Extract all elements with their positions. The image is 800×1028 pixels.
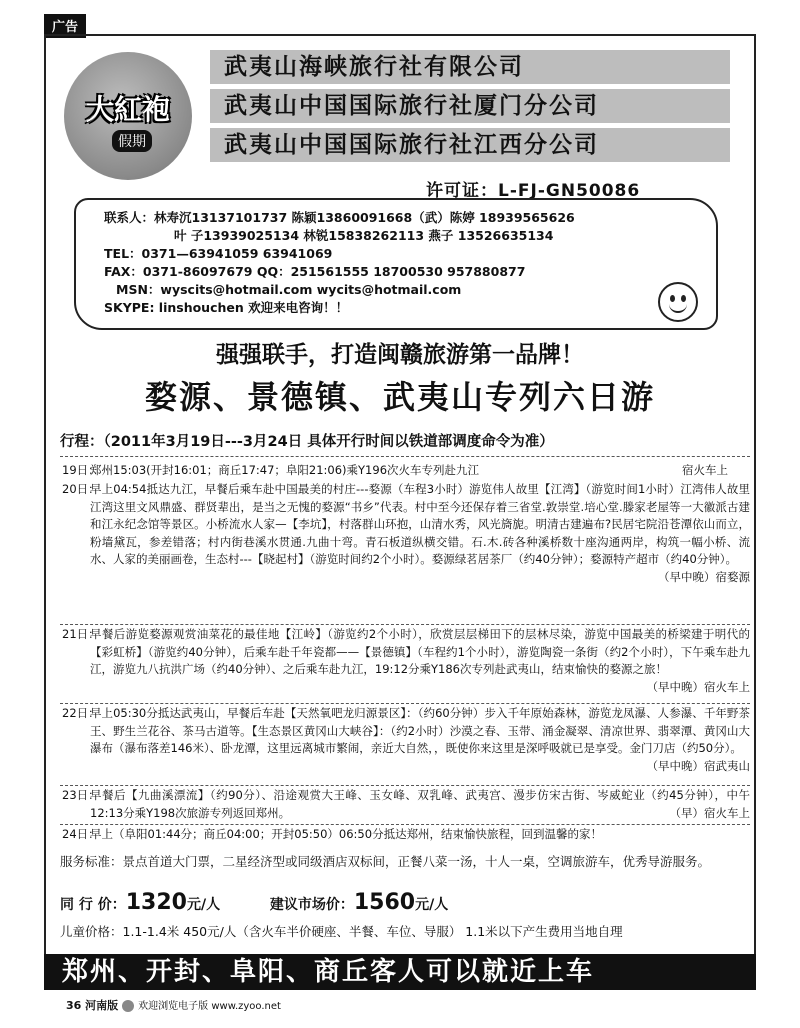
page-number: 36: [66, 999, 82, 1012]
day-label: 21日：: [62, 627, 100, 641]
day-meal: 宿火车上: [682, 463, 728, 477]
day-label: 20日：: [62, 482, 100, 496]
day-text: 早上05:30分抵达武夷山，早餐后车赴【天然氧吧龙归源景区】：（约60分钟）步入千年原始森林，游览龙凤瀑、人参瀑、千年野茶王、野生兰花谷、茶马古道等。【生态景区黄冈山大峡谷】：（约2小时）沙漠之春、玉带、涌金凝翠、清凉世界、翡翠潭、黄冈山大瀑布（瀑布落差146米）、卧龙潭，这里远离城市繁闹，亲近大自然，，既使你来这里是深呼吸就已是享受。金门刀店（约50分）。: [90, 706, 750, 755]
contact-msn: MSN：wyscits@hotmail.com wycits@hotmail.com: [116, 282, 462, 297]
day-text: 早上04:54抵达九江，早餐后乘车赴中国最美的村庄---婺源（车程3小时）游览伟人故里【江湾】（游览时间1小时）江湾伟人故里江湾这里文风鼎盛、群贤辈出，是当之无愧的婺源“书乡”代表。村中至今还保存着三省堂.敦崇堂.培心堂.滕家老屋等一大徽派古建和江永纪念馆等景区。小桥流水人家—【李坑】，村落群山环抱，山清水秀，风光旖旎。明清古建遍布?民居宅院沿苍潭依山而立，粉墙黛瓦，参差错落；村内街巷溪水贯通.九曲十弯。青石板道纵横交错。石.木.砖各种溪桥数十座沟通两岸，构筑一幅小桥、流水、人家的美丽画卷，生态村---【晓起村】（游览时间约2个小时）。婺源绿茗居茶厂（约40分钟）；婺源特产超市（约40分钟）。: [90, 482, 750, 566]
day-item: [62, 826, 750, 844]
market-price-label: 建议市场价：: [269, 897, 354, 913]
day-meal: （早）宿火车上: [669, 805, 750, 820]
logo-sub-text: 假期: [112, 130, 152, 152]
ad-tag: 广告: [44, 14, 86, 38]
day-label: 22日：: [62, 706, 100, 720]
logo-main-text: 大紅袍: [85, 93, 170, 126]
contact-line: 联系人：林寿沉13137101737 陈颖13860091668（武）陈婷 18939565626: [104, 210, 575, 225]
brand-mark-icon: [122, 1000, 134, 1012]
service-standard: 服务标准：景点首道大门票，二星经济型或同级酒店双标间，正餐八菜一汤，十人一桌，空调旅游车，优秀导游服务。: [60, 854, 711, 869]
day-item: [62, 462, 750, 480]
peer-price-label: 同 行 价：: [60, 897, 126, 913]
divider: [60, 703, 750, 704]
license-number: 许可证：L-FJ-GN50086: [426, 181, 641, 201]
smiley-icon: [658, 282, 698, 322]
day-label: 23日：: [62, 788, 100, 802]
divider: [60, 624, 750, 625]
day-item: [62, 787, 750, 822]
boarding-banner: 郑州、开封、阜阳、商丘客人可以就近上车: [44, 954, 756, 990]
day-meal: （早中晚）宿武夷山: [646, 758, 750, 773]
peer-price-value: 1320: [125, 890, 187, 915]
day-label: 24日：: [62, 827, 100, 841]
company-name-2: 武夷山中国国际旅行社厦门分公司: [210, 89, 730, 123]
divider: [60, 785, 750, 786]
day-meal: （早中晚）宿婺源: [658, 569, 750, 584]
day-text: 郑州15:03(开封16:01；商丘17:47；阜阳21:06)乘Y196次火车专列赴九江: [90, 463, 480, 477]
divider: [60, 456, 750, 457]
day-text: 早餐后游览婺源观赏油菜花的最佳地【江岭】（游览约2个小时），欣赏层层梯田下的层林尽染，游览中国最美的桥梁建于明代的【彩虹桥】（游览约40分钟），后乘车赴千年瓷都——【景德镇】（车程约1个小时），游览陶瓷一条街（约2个小时），下午乘车赴九江，游览九八抗洪广场（约40分钟）、之后乘车赴九江，19:12分乘Y186次专列赴武夷山，结束愉快的婺源之旅！: [90, 627, 750, 676]
day-text: 早餐后【九曲溪漂流】（约90分）、沿途观赏大王峰、玉女峰、双乳峰、武夷宫、漫步仿宋古街、岑威蛇业（约45分钟），中午12:13分乘Y198次旅游专列返回郑州。: [90, 788, 750, 820]
day-item: [62, 705, 750, 775]
price-row: [60, 890, 448, 915]
edition-label: 河南版: [85, 999, 119, 1012]
contact-skype: SKYPE: linshouchen 欢迎来电咨询！！: [104, 300, 349, 315]
itinerary-dates: 行程：（2011年3月19日---3月24日 具体开行时间以铁道部调度命令为准）: [60, 434, 554, 450]
company-name-1: 武夷山海峡旅行社有限公司: [210, 50, 730, 84]
day-text: 早上（阜阳01:44分；商丘04:00；开封05:50）06:50分抵达郑州，结束愉快旅程，回到温馨的家！: [90, 827, 603, 841]
day-meal: （早中晚）宿火车上: [646, 679, 750, 694]
peer-price-unit: 元/人: [186, 897, 221, 913]
divider: [60, 824, 750, 825]
website-link[interactable]: 欢迎浏览电子版 www.zyoo.net: [138, 1001, 281, 1012]
child-price: 儿童价格：1.1-1.4米 450元/人（含火车半价硬座、半餐、车位、导服） 1.1米以下产生费用当地自理: [60, 924, 623, 939]
contact-fax-qq: FAX：0371-86097679 QQ：251561555 18700530 957880877: [104, 264, 526, 279]
contact-line: 叶 子13939025134 林锐15838262113 燕子 13526635134: [174, 228, 554, 243]
market-price-unit: 元/人: [415, 897, 449, 913]
headline: 强强联手，打造闽赣旅游第一品牌！: [216, 342, 584, 368]
footer: [66, 997, 281, 1013]
day-label: 19日：: [62, 463, 100, 477]
day-item: [62, 626, 750, 696]
brand-logo: [64, 52, 192, 180]
tour-title: 婺源、景德镇、武夷山专列六日游: [144, 378, 655, 416]
market-price-value: 1560: [353, 890, 416, 915]
contact-phone: TEL：0371—63941059 63941069: [104, 246, 333, 261]
day-item: [62, 481, 750, 586]
company-name-3: 武夷山中国国际旅行社江西分公司: [210, 128, 730, 162]
